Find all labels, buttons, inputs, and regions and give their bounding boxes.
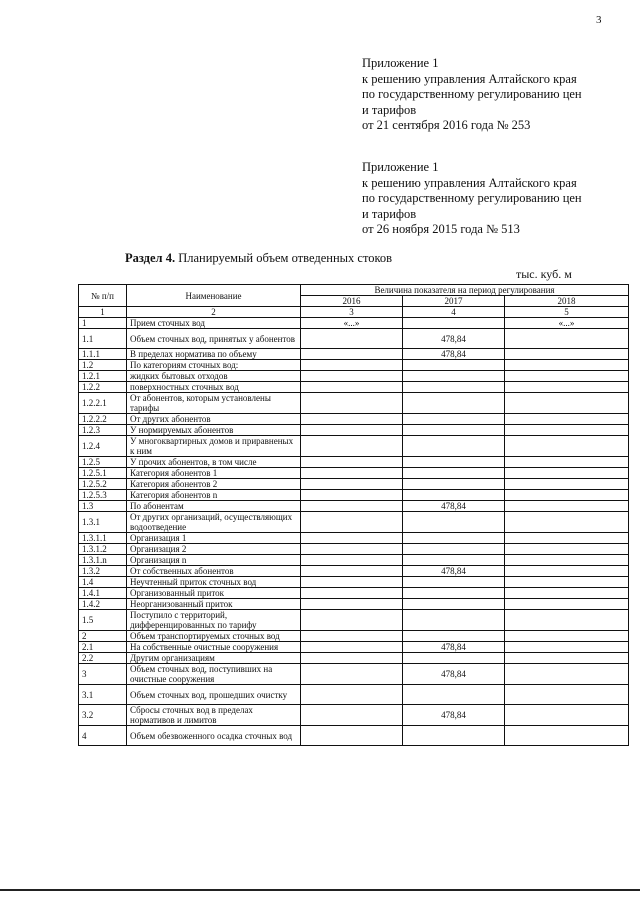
value-2017 xyxy=(403,468,505,479)
value-2016 xyxy=(301,436,403,457)
value-2017 xyxy=(403,318,505,329)
value-2018 xyxy=(505,566,629,577)
row-name: По абонентам xyxy=(127,501,301,512)
value-2016 xyxy=(301,479,403,490)
row-number: 1.2.2.1 xyxy=(79,393,127,414)
row-name: От других организаций, осуществляющих водоотведение xyxy=(127,512,301,533)
appendix-line: к решению управления Алтайского края xyxy=(362,71,577,86)
header-year: 2018 xyxy=(505,296,629,307)
value-2018 xyxy=(505,457,629,468)
value-2017: 478,84 xyxy=(403,642,505,653)
row-number: 2.2 xyxy=(79,653,127,664)
section-label: Раздел 4. xyxy=(125,251,176,265)
value-2017 xyxy=(403,360,505,371)
value-2016 xyxy=(301,610,403,631)
table-row xyxy=(79,349,629,360)
row-name: Неорганизованный приток xyxy=(127,599,301,610)
table-row xyxy=(79,533,629,544)
row-number: 1.3.1.1 xyxy=(79,533,127,544)
value-2016 xyxy=(301,685,403,705)
row-name: Объем сточных вод, поступивших на очистные сооружения xyxy=(127,664,301,685)
row-name: Категория абонентов n xyxy=(127,490,301,501)
table-row xyxy=(79,382,629,393)
value-2018: «...» xyxy=(505,318,629,329)
header-index: 4 xyxy=(403,307,505,318)
value-2018 xyxy=(505,479,629,490)
row-name: У прочих абонентов, в том числе xyxy=(127,457,301,468)
value-2017 xyxy=(403,555,505,566)
appendix-line: от 26 ноября 2015 года № 513 xyxy=(362,222,520,237)
value-2016 xyxy=(301,468,403,479)
value-2018 xyxy=(505,360,629,371)
value-2016 xyxy=(301,457,403,468)
table-row xyxy=(79,577,629,588)
row-number: 1.2.1 xyxy=(79,371,127,382)
table-row xyxy=(79,318,629,329)
table-row xyxy=(79,425,629,436)
section-name: Планируемый объем отведенных стоков xyxy=(175,251,393,265)
row-number: 1.4.1 xyxy=(79,588,127,599)
header-name: Наименование xyxy=(127,285,301,307)
table-row xyxy=(79,490,629,501)
value-2016 xyxy=(301,726,403,746)
header-year: 2017 xyxy=(403,296,505,307)
table-row xyxy=(79,329,629,349)
value-2017 xyxy=(403,577,505,588)
appendix-line: Приложение 1 xyxy=(362,56,439,70)
value-2017 xyxy=(403,599,505,610)
appendix-line: и тарифов xyxy=(362,102,417,117)
appendix-header-original xyxy=(362,160,632,238)
row-number: 1.3.1 xyxy=(79,512,127,533)
row-name: Сбросы сточных вод в пределах нормативов и лимитов xyxy=(127,705,301,726)
value-2016 xyxy=(301,371,403,382)
row-number: 1.3.1.n xyxy=(79,555,127,566)
appendix-line: от 21 сентября 2016 года № 253 xyxy=(362,118,531,133)
row-name: Организованный приток xyxy=(127,588,301,599)
value-2018 xyxy=(505,512,629,533)
table-row xyxy=(79,457,629,468)
units-label: тыс. куб. м xyxy=(516,267,572,281)
row-name: По категориям сточных вод: xyxy=(127,360,301,371)
row-name: У многоквартирных домов и приравненых к ним xyxy=(127,436,301,457)
value-2016: «...» xyxy=(301,318,403,329)
value-2018 xyxy=(505,726,629,746)
row-number: 3 xyxy=(79,664,127,685)
value-2017 xyxy=(403,512,505,533)
value-2017 xyxy=(403,382,505,393)
row-name: Прием сточных вод xyxy=(127,318,301,329)
row-name: Неучтенный приток сточных вод xyxy=(127,577,301,588)
scan-edge-line xyxy=(0,889,640,891)
value-2016 xyxy=(301,501,403,512)
value-2016 xyxy=(301,512,403,533)
value-2017: 478,84 xyxy=(403,349,505,360)
value-2016 xyxy=(301,414,403,425)
value-2016 xyxy=(301,705,403,726)
value-2016 xyxy=(301,360,403,371)
value-2018 xyxy=(505,588,629,599)
wastewater-volume-table xyxy=(78,284,629,746)
value-2018 xyxy=(505,425,629,436)
value-2018 xyxy=(505,685,629,705)
value-2018 xyxy=(505,382,629,393)
value-2018 xyxy=(505,501,629,512)
value-2017: 478,84 xyxy=(403,329,505,349)
value-2016 xyxy=(301,490,403,501)
header-index: 3 xyxy=(301,307,403,318)
row-number: 1.3.2 xyxy=(79,566,127,577)
table-row xyxy=(79,555,629,566)
row-number: 1.1.1 xyxy=(79,349,127,360)
table-row xyxy=(79,371,629,382)
value-2016 xyxy=(301,425,403,436)
value-2016 xyxy=(301,533,403,544)
row-name: От абонентов, которым установлены тарифы xyxy=(127,393,301,414)
row-number: 2.1 xyxy=(79,642,127,653)
row-number: 1.3.1.2 xyxy=(79,544,127,555)
value-2018 xyxy=(505,490,629,501)
table-row xyxy=(79,436,629,457)
value-2016 xyxy=(301,382,403,393)
header-index: 5 xyxy=(505,307,629,318)
table-row xyxy=(79,588,629,599)
row-number: 1.2.2.2 xyxy=(79,414,127,425)
row-name: Организация 2 xyxy=(127,544,301,555)
table-row xyxy=(79,360,629,371)
row-name: От других абонентов xyxy=(127,414,301,425)
header-num: № п/п xyxy=(79,285,127,307)
value-2017 xyxy=(403,414,505,425)
value-2017 xyxy=(403,371,505,382)
appendix-line: к решению управления Алтайского края xyxy=(362,175,577,190)
value-2016 xyxy=(301,588,403,599)
row-number: 2 xyxy=(79,631,127,642)
value-2016 xyxy=(301,544,403,555)
row-name: Другим организациям xyxy=(127,653,301,664)
value-2017 xyxy=(403,490,505,501)
table-row xyxy=(79,685,629,705)
value-2016 xyxy=(301,664,403,685)
value-2017 xyxy=(403,457,505,468)
row-number: 1.2 xyxy=(79,360,127,371)
value-2018 xyxy=(505,705,629,726)
value-2016 xyxy=(301,631,403,642)
row-name: Организация n xyxy=(127,555,301,566)
table-row xyxy=(79,501,629,512)
appendix-line: по государственному регулированию цен xyxy=(362,87,582,102)
row-number: 1.2.2 xyxy=(79,382,127,393)
value-2017: 478,84 xyxy=(403,566,505,577)
value-2017: 478,84 xyxy=(403,705,505,726)
value-2018 xyxy=(505,393,629,414)
value-2018 xyxy=(505,544,629,555)
row-number: 4 xyxy=(79,726,127,746)
value-2018 xyxy=(505,577,629,588)
page-number: 3 xyxy=(596,14,602,26)
row-number: 1.3 xyxy=(79,501,127,512)
value-2016 xyxy=(301,329,403,349)
value-2017 xyxy=(403,631,505,642)
row-name: Организация 1 xyxy=(127,533,301,544)
table-row xyxy=(79,479,629,490)
value-2018 xyxy=(505,414,629,425)
value-2018 xyxy=(505,610,629,631)
value-2018 xyxy=(505,329,629,349)
value-2016 xyxy=(301,555,403,566)
row-name: Объем сточных вод, принятых у абонентов xyxy=(127,329,301,349)
value-2017 xyxy=(403,653,505,664)
value-2017 xyxy=(403,436,505,457)
table-row xyxy=(79,642,629,653)
header-group: Величина показателя на период регулирования xyxy=(301,285,629,296)
table-row xyxy=(79,393,629,414)
table-row xyxy=(79,544,629,555)
value-2017 xyxy=(403,588,505,599)
table-row xyxy=(79,726,629,746)
header-year: 2016 xyxy=(301,296,403,307)
value-2017 xyxy=(403,393,505,414)
value-2017 xyxy=(403,479,505,490)
value-2018 xyxy=(505,533,629,544)
value-2018 xyxy=(505,555,629,566)
value-2017 xyxy=(403,425,505,436)
row-name: жидких бытовых отходов xyxy=(127,371,301,382)
value-2016 xyxy=(301,349,403,360)
value-2016 xyxy=(301,653,403,664)
header-index: 2 xyxy=(127,307,301,318)
row-number: 1.4.2 xyxy=(79,599,127,610)
table-row xyxy=(79,705,629,726)
value-2016 xyxy=(301,577,403,588)
section-title xyxy=(125,251,392,266)
row-name: Объем обезвоженного осадка сточных вод xyxy=(127,726,301,746)
row-number: 1.2.3 xyxy=(79,425,127,436)
table-row xyxy=(79,664,629,685)
table-row xyxy=(79,631,629,642)
row-number: 3.2 xyxy=(79,705,127,726)
table-row xyxy=(79,414,629,425)
value-2018 xyxy=(505,631,629,642)
value-2018 xyxy=(505,664,629,685)
value-2018 xyxy=(505,371,629,382)
row-name: Объем транспортируемых сточных вод xyxy=(127,631,301,642)
value-2017 xyxy=(403,685,505,705)
row-number: 3.1 xyxy=(79,685,127,705)
appendix-line: по государственному регулированию цен xyxy=(362,191,582,206)
value-2018 xyxy=(505,642,629,653)
value-2017 xyxy=(403,726,505,746)
appendix-header-current xyxy=(362,56,632,134)
row-number: 1.4 xyxy=(79,577,127,588)
row-number: 1.2.5.1 xyxy=(79,468,127,479)
value-2016 xyxy=(301,599,403,610)
table-row xyxy=(79,512,629,533)
value-2016 xyxy=(301,393,403,414)
value-2017 xyxy=(403,533,505,544)
value-2016 xyxy=(301,642,403,653)
table-row xyxy=(79,468,629,479)
value-2017 xyxy=(403,610,505,631)
row-number: 1.5 xyxy=(79,610,127,631)
row-number: 1.2.5.3 xyxy=(79,490,127,501)
value-2017: 478,84 xyxy=(403,664,505,685)
row-number: 1.2.5.2 xyxy=(79,479,127,490)
value-2018 xyxy=(505,436,629,457)
table-row xyxy=(79,566,629,577)
table-row xyxy=(79,599,629,610)
value-2016 xyxy=(301,566,403,577)
row-number: 1.2.5 xyxy=(79,457,127,468)
value-2018 xyxy=(505,468,629,479)
row-number: 1.1 xyxy=(79,329,127,349)
row-name: От собственных абонентов xyxy=(127,566,301,577)
row-name: Объем сточных вод, прошедших очистку xyxy=(127,685,301,705)
row-number: 1 xyxy=(79,318,127,329)
row-name: Поступило с территорий, дифференцированных по тарифу xyxy=(127,610,301,631)
row-name: У нормируемых абонентов xyxy=(127,425,301,436)
table-row xyxy=(79,653,629,664)
value-2018 xyxy=(505,653,629,664)
value-2018 xyxy=(505,349,629,360)
value-2017 xyxy=(403,544,505,555)
row-name: поверхностных сточных вод xyxy=(127,382,301,393)
value-2017: 478,84 xyxy=(403,501,505,512)
row-number: 1.2.4 xyxy=(79,436,127,457)
appendix-line: Приложение 1 xyxy=(362,160,439,174)
value-2018 xyxy=(505,599,629,610)
table-row xyxy=(79,610,629,631)
row-name: В пределах норматива по объему xyxy=(127,349,301,360)
appendix-line: и тарифов xyxy=(362,206,417,221)
row-name: Категория абонентов 2 xyxy=(127,479,301,490)
row-name: Категория абонентов 1 xyxy=(127,468,301,479)
header-index: 1 xyxy=(79,307,127,318)
row-name: На собственные очистные сооружения xyxy=(127,642,301,653)
